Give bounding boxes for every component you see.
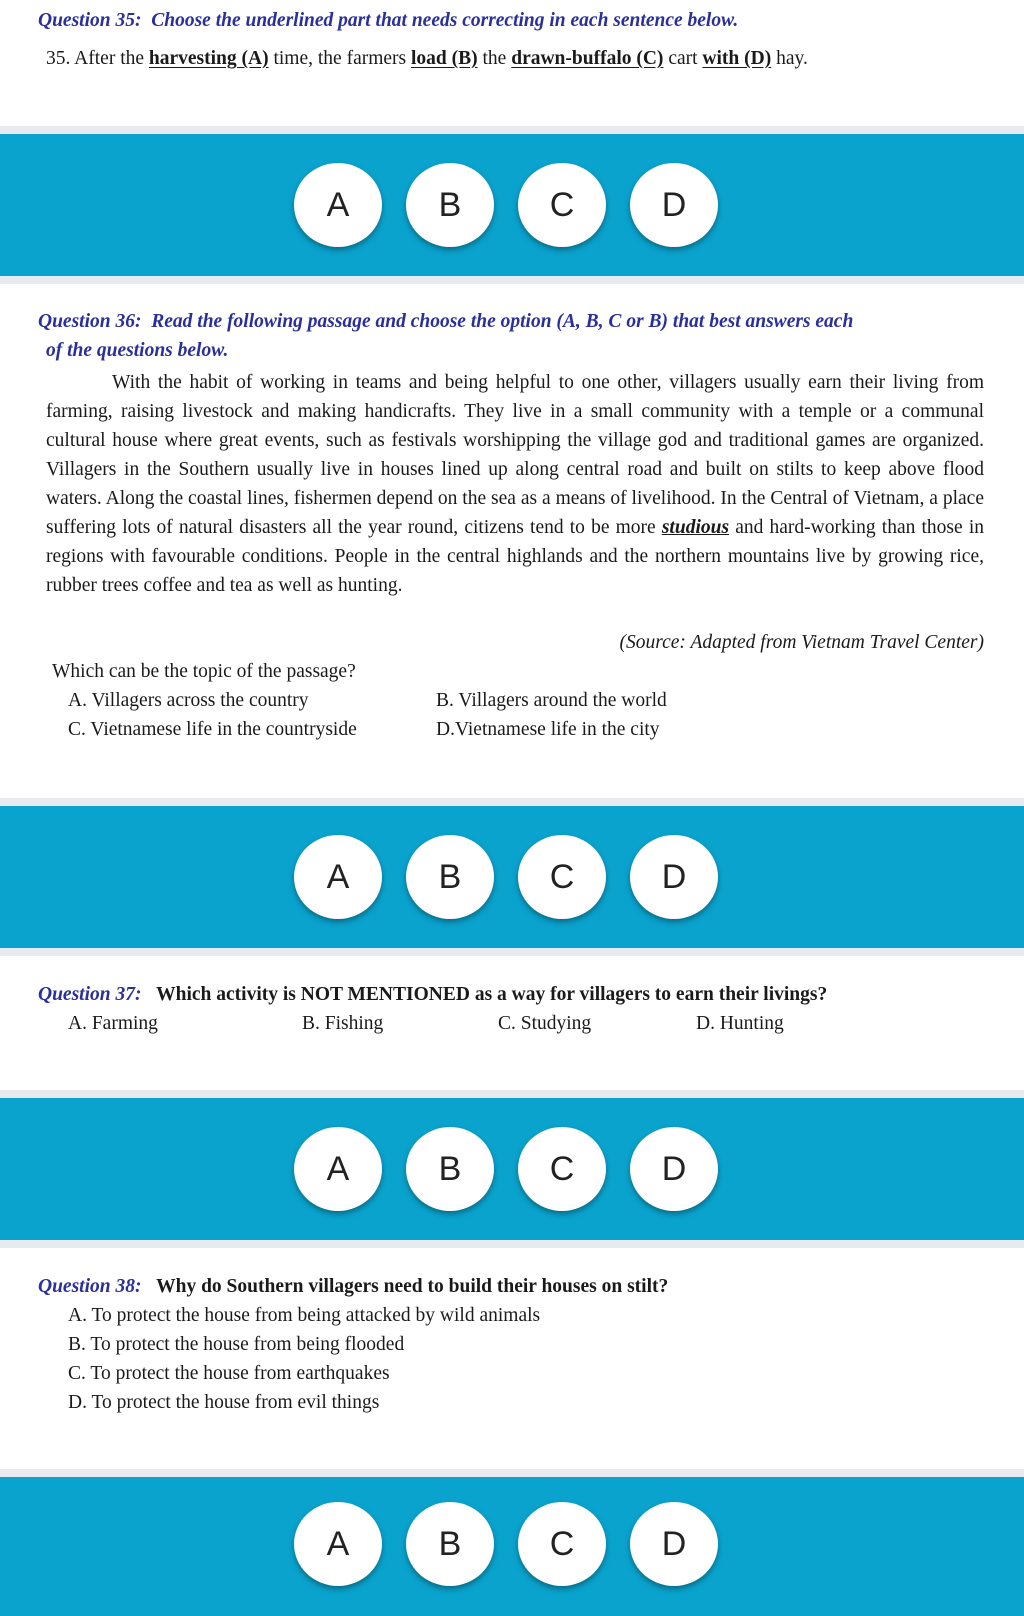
answer-b-button[interactable]: B [406, 835, 494, 919]
q35-part-d: with (D) [702, 48, 772, 69]
answer-c-button[interactable]: C [518, 1127, 606, 1211]
q37-option-c: C. Studying [498, 1013, 592, 1034]
answer-c-button[interactable]: C [518, 1502, 606, 1586]
q37-option-a: A. Farming [68, 1013, 158, 1034]
q35-part-c: drawn-buffalo (C) [511, 48, 664, 69]
q38-option-d: D. To protect the house from evil things [68, 1392, 380, 1413]
answer-band-q37 [0, 1098, 1024, 1240]
answer-band-q35 [0, 134, 1024, 276]
q37-option-b: B. Fishing [302, 1013, 384, 1034]
q35-text-3: cart [663, 48, 703, 69]
q38-heading [38, 1276, 668, 1298]
q36-instruction-2: of the questions below. [46, 340, 229, 361]
q36-option-b: B. Villagers around the world [436, 690, 667, 711]
separator [0, 1469, 1024, 1477]
q36-question: Which can be the topic of the passage? [52, 661, 356, 682]
q38-stem: Why do Southern villagers need to build their houses on stilt? [156, 1276, 669, 1297]
answer-d-button[interactable]: D [630, 1127, 718, 1211]
answer-band-q36 [0, 806, 1024, 948]
answer-c-button[interactable]: C [518, 163, 606, 247]
q37-heading [38, 984, 827, 1006]
q36-instruction-1: Read the following passage and choose the option (A, B, C or B) that best answers each [151, 311, 854, 332]
q35-part-a: harvesting (A) [148, 48, 269, 69]
q35-sentence [46, 48, 808, 70]
q35-heading [38, 10, 738, 32]
answer-a-button[interactable]: A [294, 163, 382, 247]
q38-number: Question 38: [38, 1276, 142, 1297]
separator [0, 798, 1024, 806]
passage-keyword: studious [661, 517, 730, 538]
answer-b-button[interactable]: B [406, 1502, 494, 1586]
separator [0, 1240, 1024, 1248]
q36-option-d: D.Vietnamese life in the city [436, 719, 660, 740]
answer-a-button[interactable]: A [294, 835, 382, 919]
passage-text-1: With the habit of working in teams and being helpful to one other, villagers usually earn their living from farming, raising livestock and making handicrafts. They live in a small community with a temple or a communal cultural house where great events, such as festivals worshipping the village god and traditional games are organized. Villagers in the Southern usually live in houses lined up along central road and built on stilts to keep above flood waters. Along the coastal lines, fishermen depend on the sea as a means of livelihood. In the Central of Vietnam, a place suffering lots of natural disasters all the year round, citizens tend to be more [46, 372, 984, 538]
separator [0, 126, 1024, 134]
q36-option-c: C. Vietnamese life in the countryside [68, 719, 357, 740]
answer-band-q38 [0, 1477, 1024, 1616]
answer-a-button[interactable]: A [294, 1502, 382, 1586]
q38-option-c: C. To protect the house from earthquakes [68, 1363, 390, 1384]
q36-heading [38, 311, 853, 333]
answer-d-button[interactable]: D [630, 835, 718, 919]
q36-option-a: A. Villagers across the country [68, 690, 309, 711]
answer-a-button[interactable]: A [294, 1127, 382, 1211]
q36-passage [46, 368, 984, 600]
q37-number: Question 37: [38, 984, 142, 1005]
q37-stem: Which activity is NOT MENTIONED as a way for villagers to earn their livings? [156, 984, 828, 1005]
q35-instruction: Choose the underlined part that needs correcting in each sentence below. [151, 10, 739, 31]
answer-b-button[interactable]: B [406, 163, 494, 247]
q38-option-a: A. To protect the house from being attacked by wild animals [68, 1305, 541, 1326]
answer-c-button[interactable]: C [518, 835, 606, 919]
answer-d-button[interactable]: D [630, 163, 718, 247]
q35-text-2: the [477, 48, 512, 69]
q35-part-b: load (B) [411, 48, 478, 69]
separator [0, 948, 1024, 956]
separator [0, 1090, 1024, 1098]
q35-text-0: 35. After the [46, 48, 149, 69]
q35-text-4: hay. [771, 48, 808, 69]
answer-d-button[interactable]: D [630, 1502, 718, 1586]
q35-text-1: time, the farmers [268, 48, 411, 69]
answer-b-button[interactable]: B [406, 1127, 494, 1211]
q37-option-d: D. Hunting [696, 1013, 784, 1034]
separator [0, 276, 1024, 284]
passage-text-2: and hard-working than those in regions with favourable conditions. People in the central highlands and the northern mountains live by growing rice, rubber trees coffee and tea as well as hunting. [46, 517, 984, 596]
q36-source: (Source: Adapted from Vietnam Travel Center) [619, 632, 984, 653]
q35-number: Question 35: [38, 10, 142, 31]
q38-option-b: B. To protect the house from being flooded [68, 1334, 405, 1355]
q36-number: Question 36: [38, 311, 142, 332]
